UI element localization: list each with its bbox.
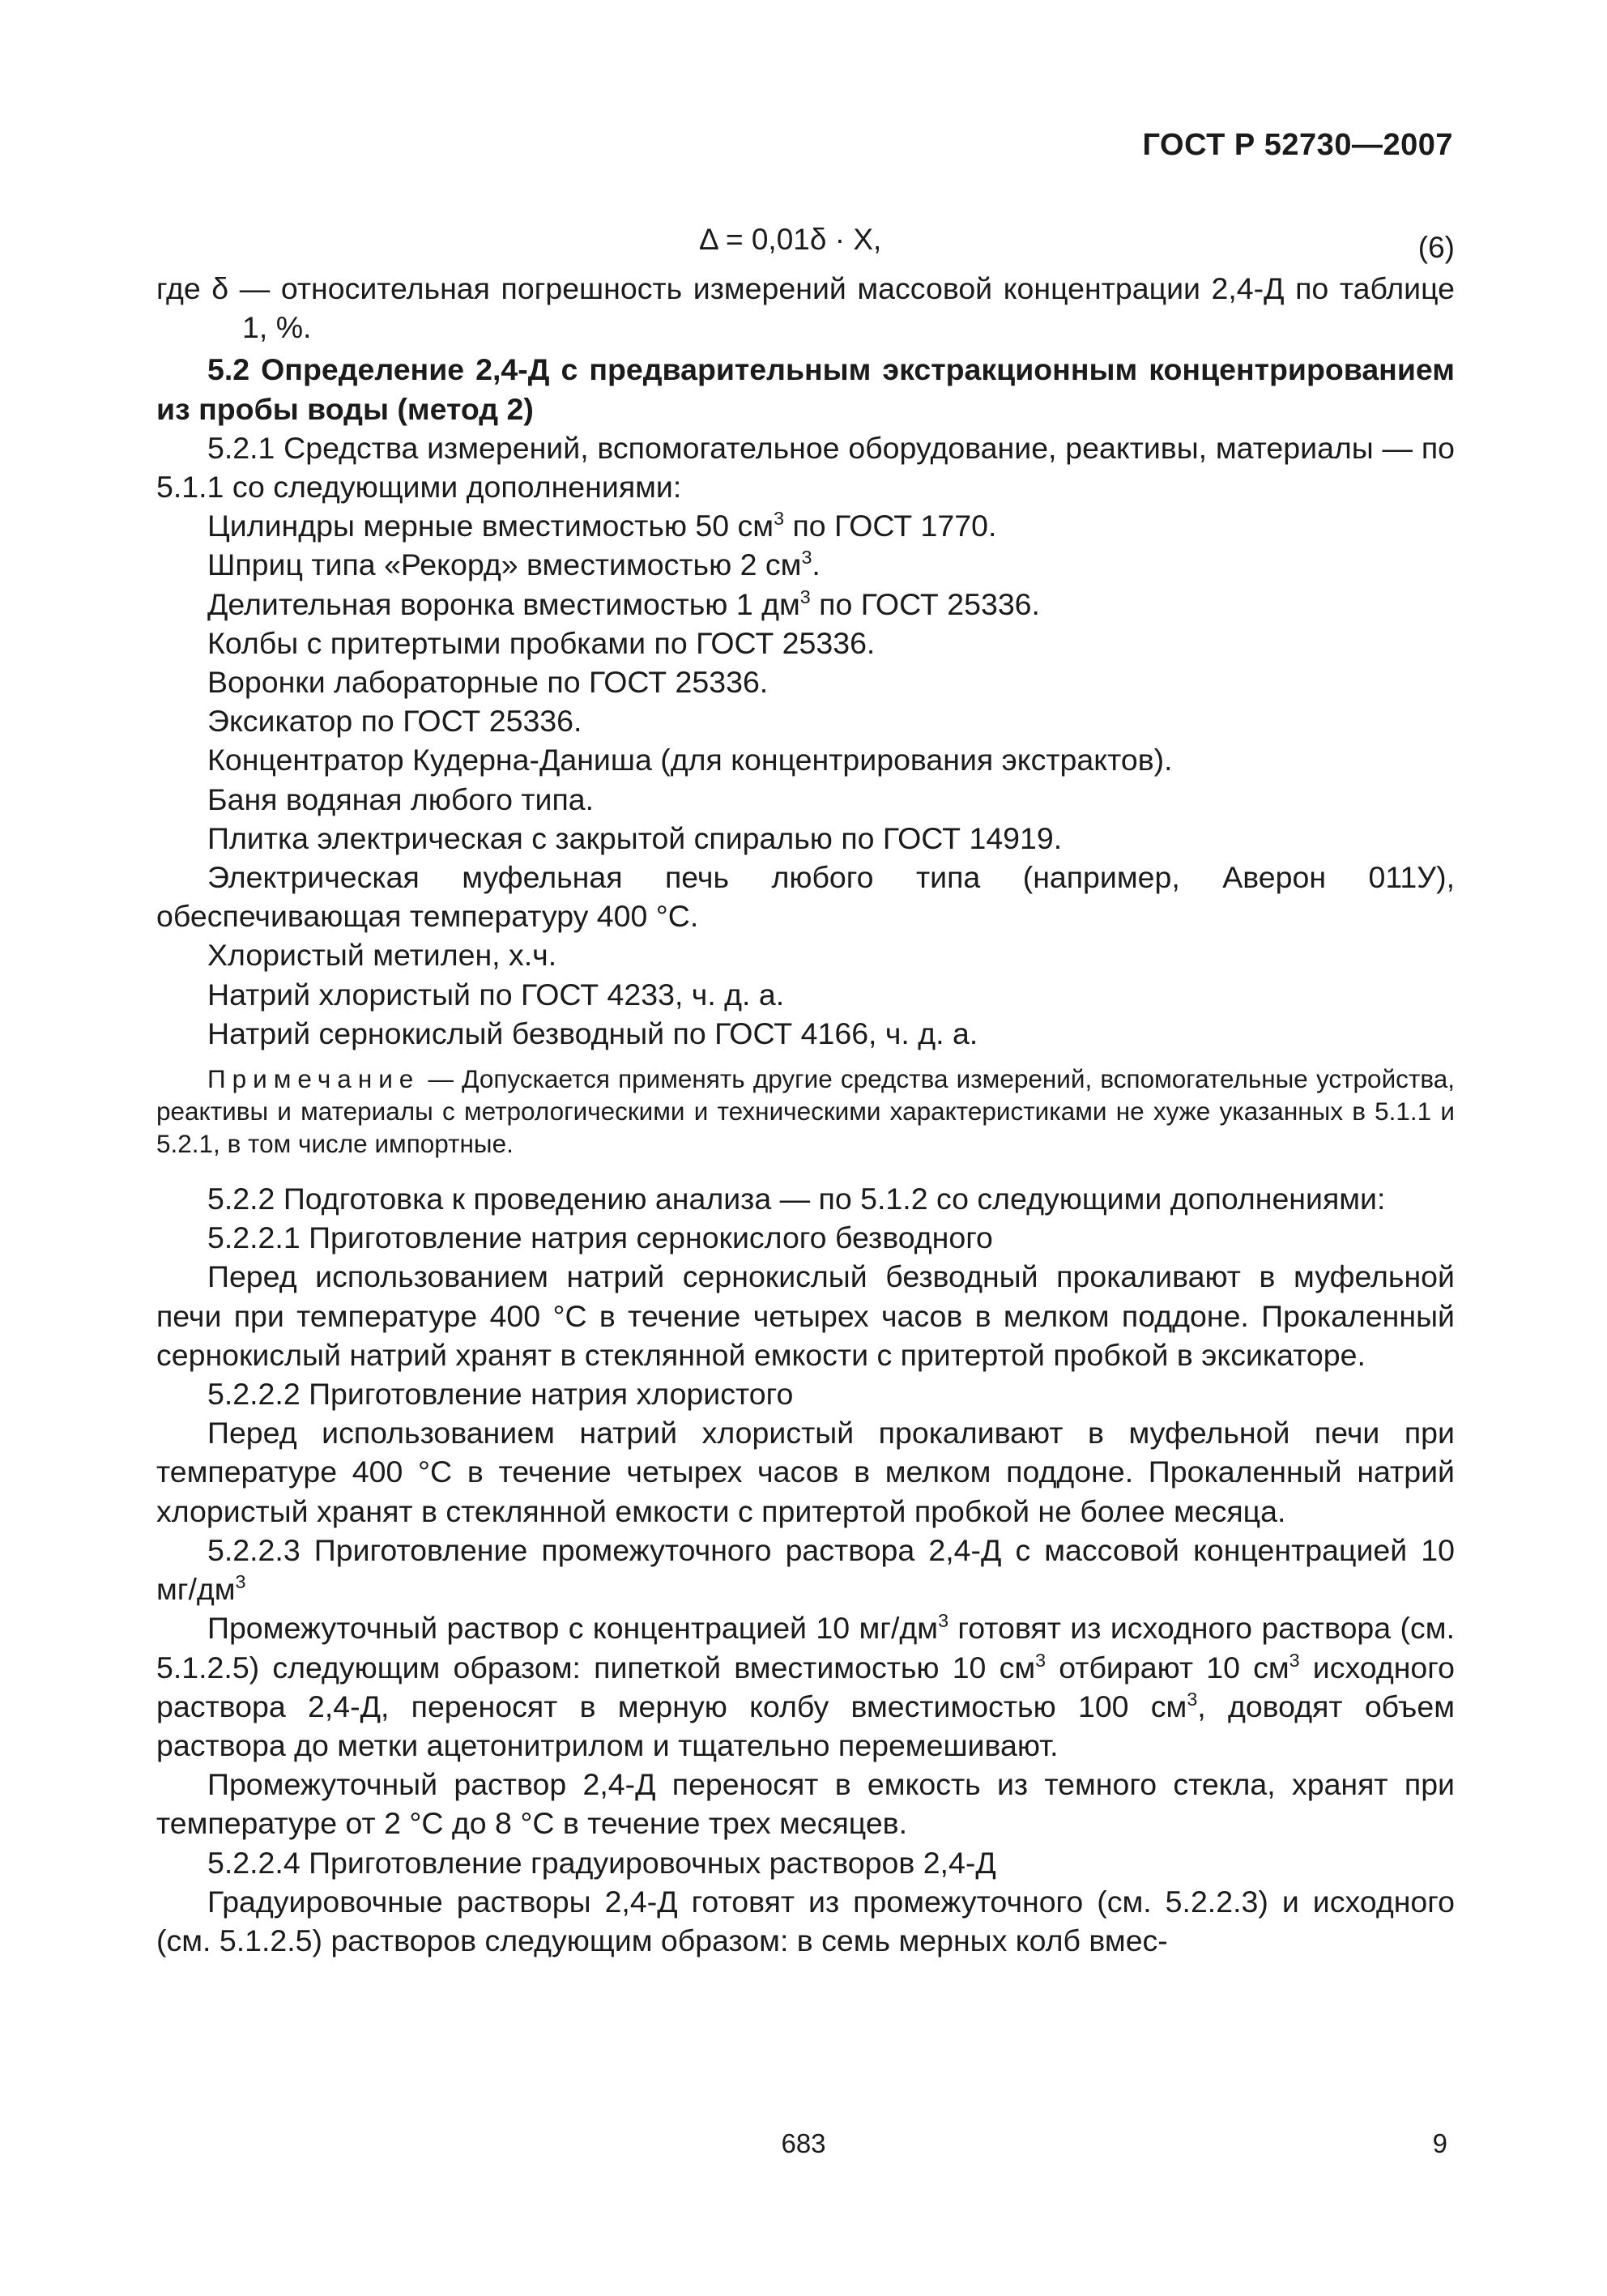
section-title: 5.2 Определение 2,4-Д с предварительным экстракционным концентрированием из пробы воды (метод 2) xyxy=(156,352,1455,426)
subsection-heading: 5.2.2.4 Приготовление градуировочных растворов 2,4-Д xyxy=(207,1845,996,1880)
paragraph-5-2-1: 5.2.1 Средства измерений, вспомогательное оборудование, реактивы, материалы — по 5.1.1 со следующими дополнениями: xyxy=(156,430,1455,505)
list-item: Цилиндры мерные вместимостью 50 $см^3$ по ГОСТ 1770. xyxy=(207,508,997,543)
list-item: Эксикатор по ГОСТ 25336. xyxy=(207,704,582,739)
note-label: Примечание xyxy=(207,1064,420,1094)
subsection-heading: 5.2.2.3 Приготовление промежуточного раствора 2,4-Д с массовой концентрацией 10 $мг/дм^3$ xyxy=(156,1532,1455,1607)
list-item: Шприц типа «Рекорд» вместимостью 2 $см^3$. xyxy=(207,547,821,582)
list-item: Натрий сернокислый безводный по ГОСТ 4166, ч. д. а. xyxy=(207,1016,978,1050)
page-number-right: 9 xyxy=(1432,2128,1447,2158)
formula-row xyxy=(156,220,1455,269)
list-item: Хлористый метилен, х.ч. xyxy=(207,938,557,973)
formula-number: (6) xyxy=(1417,231,1455,264)
subsection-heading: 5.2.2.2 Приготовление натрия хлористого xyxy=(207,1377,794,1412)
formula: Δ = 0,01δ · X, xyxy=(699,223,882,256)
paragraph: Промежуточный раствор с концентрацией 10 $мг/дм^3$ готовят из исходного раствора (см. 5.1.2.5) следующим образом: пипеткой вместимостью 10 $см^3$ отбирают 10 $см^3$ исходного раствора 2,4-Д, переносят в мерную колбу вместимостью 100 $см^3$, доводят объем раствора до метки ацетонитрилом и тщательно перемешивают. xyxy=(156,1610,1455,1762)
list-item: Делительная воронка вместимостью 1 $дм^3$ по ГОСТ 25336. xyxy=(207,586,1040,621)
list-item: Колбы с притертыми пробками по ГОСТ 25336. xyxy=(207,625,876,660)
paragraph: Перед использованием натрий хлористый прокаливают в муфельной печи при температуре 400 °С в течение четырех часов в мелком поддоне. Прокаленный натрий хлористый хранят в стеклянной емкости с притертой пробкой не более месяца. xyxy=(156,1416,1455,1528)
list-item: Электрическая муфельная печь любого типа (например, Аверон 011У), обеспечивающая температуру 400 °С. xyxy=(156,860,1455,934)
note-text: — Допускается применять другие средства измерений, вспомогательные устройства, реактивы и материалы с метрологическими и техническими характеристиками не хуже указанных в 5.1.1 и 5.2.1, в том числе импортные. xyxy=(156,1064,1455,1159)
paragraph: Градуировочные растворы 2,4-Д готовят из промежуточного (см. 5.2.2.3) и исходного (см. 5.1.2.5) растворов следующим образом: в семь мерных колб вмес- xyxy=(156,1884,1455,1957)
document-body xyxy=(156,220,1455,1960)
where-clause: где δ — относительная погрешность измерений массовой концентрации 2,4-Д по таблице 1, %. xyxy=(156,271,1455,345)
note xyxy=(156,1063,1455,1160)
paragraph: Промежуточный раствор 2,4-Д переносят в емкость из темного стекла, хранят при температуре от 2 °С до 8 °С в течение трех месяцев. xyxy=(156,1767,1455,1841)
list-item: Воронки лабораторные по ГОСТ 25336. xyxy=(207,665,769,700)
list-item: Баня водяная любого типа. xyxy=(207,782,595,816)
paragraph: Перед использованием натрий сернокислый безводный прокаливают в муфельной печи при температуре 400 °С в течение четырех часов в мелком поддоне. Прокаленный сернокислый натрий хранят в стеклянной емкости с притертой пробкой в эксикаторе. xyxy=(156,1259,1455,1372)
subsection-heading: 5.2.2.1 Приготовление натрия сернокислого безводного xyxy=(207,1220,993,1255)
list-item: Натрий хлористый по ГОСТ 4233, ч. д. а. xyxy=(207,977,785,1012)
list-item: Плитка электрическая с закрытой спиралью по ГОСТ 14919. xyxy=(207,820,1063,855)
paragraph-5-2-2: 5.2.2 Подготовка к проведению анализа — по 5.1.2 со следующими дополнениями: xyxy=(207,1182,1386,1216)
document-header: ГОСТ Р 52730—2007 xyxy=(1142,128,1453,162)
page-number-center: 683 xyxy=(781,2128,826,2158)
list-item: Концентратор Кудерна-Даниша (для концентрирования экстрактов). xyxy=(207,743,1173,777)
